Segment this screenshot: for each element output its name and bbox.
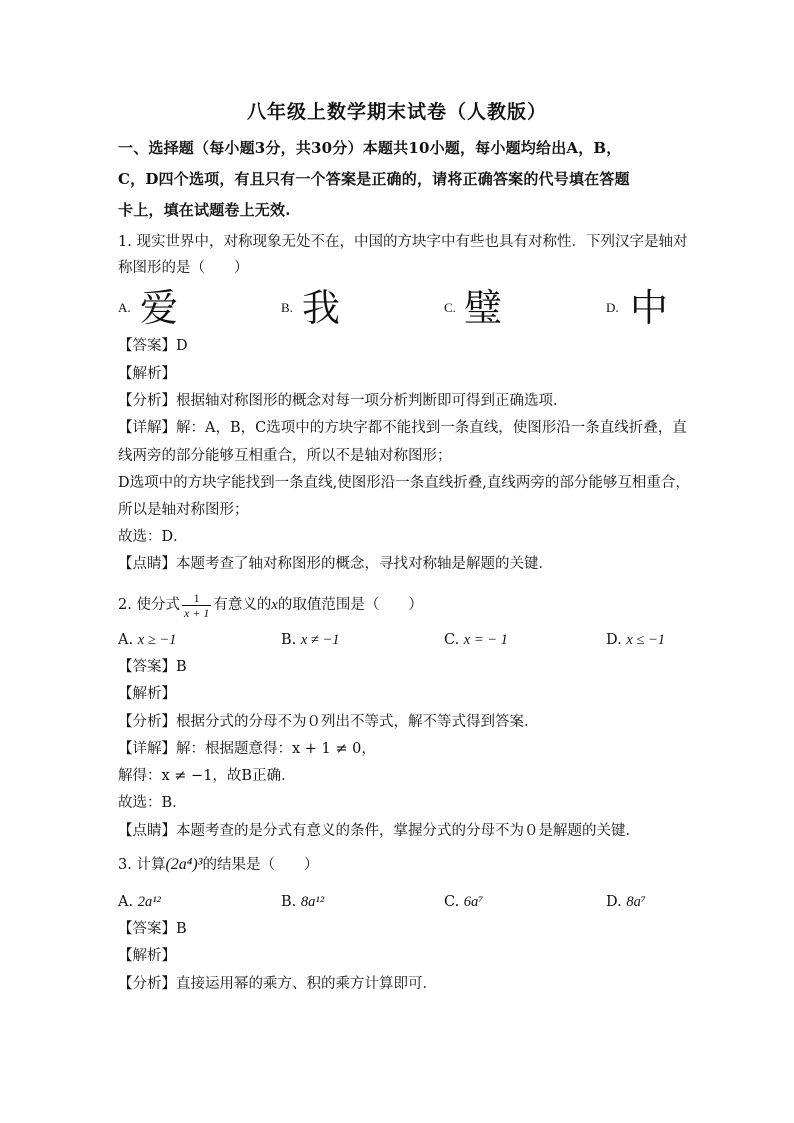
q1-option-a-char: 爱 bbox=[140, 286, 179, 330]
q3-analysis: 【分析】直接运用幂的乘方、积的乘方计算即可． bbox=[118, 976, 437, 992]
q3-option-d bbox=[606, 892, 646, 912]
q2-option-b bbox=[281, 630, 340, 650]
q3-option-c-expr: 6a⁷ bbox=[463, 894, 484, 910]
q1-choice: 故选：D． bbox=[118, 529, 188, 545]
q3-option-b-expr: 8a¹² bbox=[300, 894, 325, 910]
q3-option-a bbox=[118, 892, 161, 912]
q2-option-c-label: C. bbox=[444, 632, 460, 648]
q1-option-c-label: C. bbox=[444, 300, 456, 315]
section-instructions-line-2: C，D四个选项，有且只有一个答案是正确的，请将正确答案的代号填在答题 bbox=[118, 170, 630, 188]
q2-option-b-label: B. bbox=[281, 632, 297, 648]
q3-option-a-expr: 2a¹² bbox=[137, 894, 161, 910]
q1-analysis: 【分析】根据轴对称图形的概念对每一项分析判断即可得到正确选项． bbox=[118, 393, 568, 409]
q3-option-c bbox=[444, 892, 483, 912]
q2-fraction bbox=[182, 591, 211, 620]
q3-analysis-heading: 【解析】 bbox=[118, 948, 176, 964]
q3-option-b-label: B. bbox=[281, 894, 297, 910]
q3-option-a-label: A. bbox=[118, 894, 134, 910]
q3-option-d-label: D. bbox=[606, 894, 622, 910]
q2-fraction-denominator: x + 1 bbox=[183, 605, 210, 620]
q2-option-d bbox=[606, 630, 665, 650]
q2-choice: 故选：B． bbox=[118, 795, 187, 811]
q1-stem-line-2: 称图形的是（ ） bbox=[118, 260, 249, 276]
q3-option-c-label: C. bbox=[444, 894, 460, 910]
q1-option-d-label: D. bbox=[606, 300, 619, 315]
q3-option-b bbox=[281, 892, 324, 912]
q2-dianjing: 【点睛】本题考查的是分式有意义的条件，掌握分式的分母不为０是解题的关键． bbox=[118, 823, 640, 839]
q3-stem bbox=[118, 852, 318, 878]
q2-option-a bbox=[118, 630, 176, 650]
q2-stem-end: 的取值范围是（ ） bbox=[277, 597, 423, 613]
q1-detail-line-2: 线两旁的部分能够互相重合，所以不是轴对称图形； bbox=[118, 448, 452, 464]
q1-option-c-char: 璧 bbox=[464, 286, 503, 330]
q2-stem-middle: 有意义的 bbox=[213, 597, 272, 613]
q2-option-d-expr: x ≤ −1 bbox=[626, 632, 666, 648]
q2-stem-variable: x bbox=[271, 597, 278, 613]
q2-answer: 【答案】B bbox=[118, 659, 187, 675]
q3-option-d-expr: 8a⁷ bbox=[626, 894, 646, 910]
q3-expression: (2a⁴)³ bbox=[165, 856, 203, 873]
q2-analysis: 【分析】根据分式的分母不为０列出不等式，解不等式得到答案． bbox=[118, 714, 539, 730]
q3-answer: 【答案】B bbox=[118, 921, 187, 937]
q2-stem-prefix: 2. 使分式 bbox=[118, 597, 180, 613]
q1-stem-line-1: 1. 现实世界中，对称现象无处不在，中国的方块字中有些也具有对称性．下列汉字是轴对 bbox=[118, 234, 688, 250]
q1-option-a-label: A. bbox=[118, 300, 131, 315]
page-title: 八年级上数学期末试卷（人教版） bbox=[246, 101, 547, 123]
q1-analysis-heading: 【解析】 bbox=[118, 366, 176, 382]
q1-option-b-label: B. bbox=[281, 300, 293, 315]
q3-stem-prefix: 3. 计算 bbox=[118, 857, 166, 873]
q1-detail-line-1: 【详解】解：A，B，C选项中的方块字都不能找到一条直线，使图形沿一条直线折叠，直 bbox=[118, 420, 687, 436]
q1-detail-line-4: 所以是轴对称图形； bbox=[118, 502, 249, 518]
q2-detail-line-2: 解得：x ≠ −1，故B正确． bbox=[118, 768, 296, 784]
q1-dianjing: 【点睛】本题考查了轴对称图形的概念，寻找对称轴是解题的关键． bbox=[118, 556, 553, 572]
q2-option-b-expr: x ≠ −1 bbox=[300, 632, 340, 648]
q3-stem-suffix: 的结果是（ ） bbox=[202, 857, 319, 873]
q2-option-a-expr: x ≥ −1 bbox=[137, 632, 177, 648]
q1-detail-line-3: D选项中的方块字能找到一条直线,使图形沿一条直线折叠,直线两旁的部分能够互相重合， bbox=[118, 475, 690, 491]
q2-option-a-label: A. bbox=[118, 632, 134, 648]
section-instructions-line-1: 一、选择题（每小题3分，共30分）本题共10小题，每小题均给出A，B， bbox=[118, 139, 622, 157]
q1-answer: 【答案】D bbox=[118, 338, 188, 354]
q2-option-d-label: D. bbox=[606, 632, 622, 648]
q2-detail-line-1: 【详解】解：根据题意得：x + 1 ≠ 0， bbox=[118, 741, 376, 757]
q2-fraction-numerator: 1 bbox=[182, 591, 211, 606]
q2-option-c bbox=[444, 630, 508, 650]
q1-option-b-char: 我 bbox=[302, 286, 341, 330]
q1-option-d-char: 中 bbox=[630, 286, 669, 330]
q2-stem bbox=[118, 585, 423, 625]
q2-analysis-heading: 【解析】 bbox=[118, 686, 176, 702]
q2-option-c-expr: x = − 1 bbox=[463, 632, 508, 648]
section-instructions-line-3: 卡上，填在试题卷上无效. bbox=[118, 201, 291, 219]
